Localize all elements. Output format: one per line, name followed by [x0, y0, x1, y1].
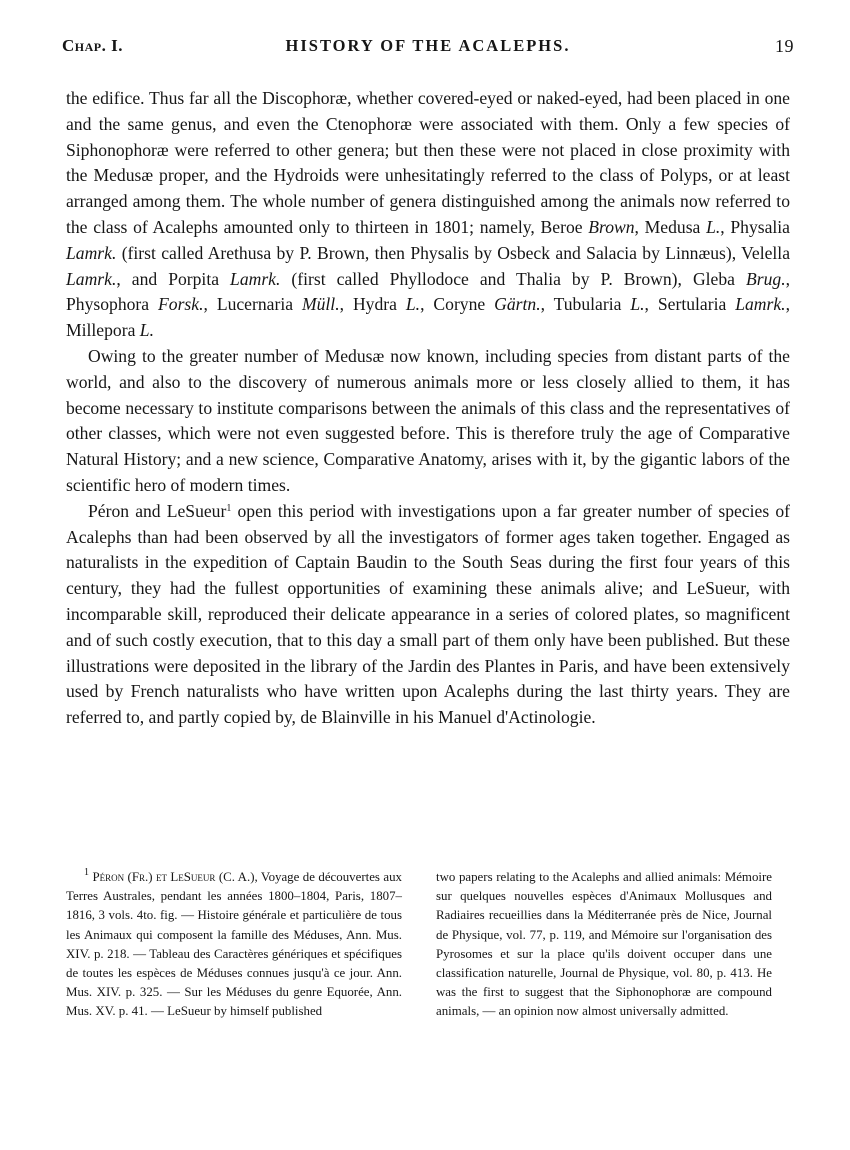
- footnote-reference[interactable]: 1: [226, 502, 232, 514]
- author-abbrev: Forsk.: [158, 294, 204, 315]
- text-run: , Physophora: [66, 268, 790, 315]
- text-run: (first called Arethusa by P. Brown, then Physalis by Osbeck and Salacia by Linnæus), Velella: [116, 242, 790, 263]
- page-number: 19: [775, 36, 794, 56]
- text-run: (first called Phyllodoce and Thalia by P. Brown), Gleba: [280, 268, 746, 289]
- text-run: (Fr.) et: [124, 870, 171, 884]
- text-run: , Tubularia: [540, 294, 631, 315]
- text-run: , Lucernaria: [203, 294, 302, 315]
- paragraph-1: [66, 86, 790, 344]
- footnotes: [66, 868, 790, 1118]
- footnote-author: LeSueur: [170, 870, 216, 884]
- text-run: Péron and LeSueur: [88, 500, 227, 521]
- text-run: , Coryne: [420, 294, 495, 315]
- footnote-column-left: [66, 868, 402, 1022]
- footnote-author: Péron: [92, 870, 125, 884]
- text-run: , Physalia: [720, 216, 790, 237]
- footnote-marker: 1: [84, 867, 89, 878]
- author-abbrev: Lamrk.: [735, 294, 786, 315]
- text-run: (C. A.), Voyage de découvertes aux Terres Australes, pendant les années 1800–1804, Paris, 1807–1816, 3 vols. 4to. fig. — Histoire générale et particulière de tous les Animaux qui composent la famille des Méduses, Ann. Mus. XIV. p. 218. — Tableau des Caractères génériques et spécifiques de toutes les espèces de Méduses connues jusqu'à ce jour. Ann. Mus. XIV. p. 325. — Sur les Méduses du genre Equorée, Ann. Mus. XV. p. 41. — LeSueur by himself published: [66, 870, 402, 1019]
- author-abbrev: Lamrk.: [66, 242, 117, 263]
- author-abbrev: L.: [706, 216, 721, 237]
- text-run: , Hydra: [339, 294, 406, 315]
- paragraph-2: Owing to the greater number of Medusæ now known, including species from distant parts of the world, and also to the discovery of numerous animals more or less closely allied to them, it has become necessary to institute comparisons between the animals of this class and the representatives of other classes, which were not even suggested before. This is therefore truly the age of Comparative Natural History; and a new science, Comparative Anatomy, arises with it, by the gigantic labors of the scientific hero of modern times.: [66, 345, 790, 495]
- author-abbrev: Müll.: [301, 294, 340, 315]
- footnote-column-right: two papers relating to the Acalephs and allied animals: Mémoire sur quelques nouvelles espèces d'Animaux Mollusques and Radiaires recueillies dans la Méditerranée près de Nice, Journal de Physique, vol. 77, p. 119, and Mémoire sur l'organisation des Pyrosomes et sur la place qu'ils doivent occuper dans une classification naturelle, Journal de Physique, vol. 80, p. 413. He was the first to suggest that the Siphonophoræ are compound animals, — an opinion now almost universally admitted.: [436, 870, 772, 1019]
- author-abbrev: Lamrk.: [66, 268, 117, 289]
- text-run: , and Porpita: [116, 268, 231, 289]
- author-abbrev: L.: [139, 320, 154, 341]
- text-run: , Sertularia: [644, 294, 736, 315]
- author-abbrev: L.: [630, 294, 645, 315]
- author-abbrev: Brug.: [746, 268, 786, 289]
- author-abbrev: Gärtn.: [494, 294, 541, 315]
- main-text: [66, 86, 790, 731]
- author-abbrev: Lamrk.: [230, 268, 281, 289]
- text-run: the edifice. Thus far all the Discophoræ, whether covered-eyed or naked-eyed, had been placed in one and the same genus, and even the Ctenophoræ were associated with them. Only a few species of Siphonophoræ were referred to other genera; but then these were not placed in close proximity with the Medusæ proper, and the Hydroids were unhesitatingly referred to the class of Polyps, or at least arranged among them. The whole number of genera distinguished among the animals now referred to the class of Acalephs amounted only to thirteen in 1801; namely, Beroe: [66, 88, 790, 237]
- author-abbrev: L.: [405, 294, 421, 315]
- text-run: , Medusa: [634, 216, 707, 237]
- author-abbrev: Brown: [588, 216, 635, 237]
- paragraph-3: [66, 499, 790, 731]
- page-header-title: HISTORY OF THE ACALEPHS.: [285, 36, 571, 55]
- running-head: [62, 36, 794, 62]
- chapter-label: Chap. I.: [62, 36, 123, 55]
- text-run: , Millepora: [66, 294, 790, 341]
- text-run: open this period with investigations upon a far greater number of species of Acalephs than had been observed by all the investigators of former ages taken together. Engaged as naturalists in the expedition of Captain Baudin to the South Seas during the first four years of this century, they had the fullest opportunities of examining these animals alive; and LeSueur, with incomparable skill, reproduced their delicate appearance in a series of colored plates, so magnificent and of such costly execution, that to this day a small part of them only have been published. But these illustrations were deposited in the library of the Jardin des Plantes in Paris, and have been extensively used by French naturalists who have written upon Acalephs during the last thirty years. They are referred to, and partly copied by, de Blainville in his Manuel d'Actinologie.: [66, 500, 790, 728]
